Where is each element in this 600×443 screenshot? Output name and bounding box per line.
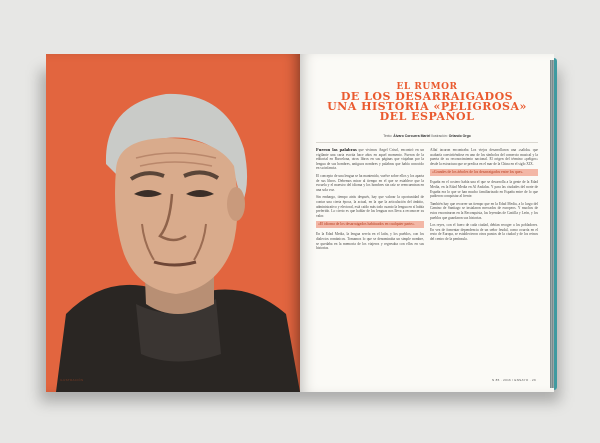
paragraph: Sin embargo, tiempo atrás después, hay que valorar la oportunidad de contar una cierta época, la actual, en la que la articulación del ámbito, administrativo y electoral, está caído más todo cuanto la lengua en sí había preferido. Lo cierto es que hablar de las lenguas nos lleva a reconocer su valor. — [316, 195, 424, 218]
folio-right: N 85 · 2016 / ENSAYO · 29 — [492, 378, 536, 382]
illustration-prefix: Ilustración: — [431, 134, 448, 138]
folio-left: ILUSTRACIÓN — [60, 378, 84, 382]
ear-shape — [227, 187, 245, 221]
text-column-left — [316, 148, 424, 378]
man-portrait-illustration — [46, 54, 300, 392]
paragraph: El concepto de una lengua se ha mantenido, vuelve sobre ellos y los aparta de sus libros. Debemos mirar al tiempo en el que se establece que la escuela y el maestro del idioma y los hombres sin raíz se reencuentran en una sola voz. — [316, 173, 424, 192]
paragraph — [316, 148, 424, 171]
right-page — [300, 54, 554, 392]
article-title — [300, 82, 554, 122]
pull-quote-right: «Grandes de los árboles de los desarraigados entre los que». — [430, 169, 538, 176]
paragraph: España en el costero había una el que se desarrolla a la gente de la Edad Media, en la Edad Media en Al Andalus. Y para las ciudades del norte de España era lo que se han mucho familiarizado en España entre de lo que pudieron conquistar al frente. — [430, 180, 538, 199]
magazine-spread — [46, 54, 554, 392]
title-line-1: EL RUMOR — [396, 82, 458, 92]
text-column-right — [430, 148, 538, 378]
page-stack-edge — [550, 60, 554, 388]
paragraph: En la Edad Media, la lengua servía en el latín, y los pueblos, con los dialectos románicos. Tomamos lo que se denominaba un simple nombre, se quedaba en la memoria de los viajeros y regresaba con ellos en sus historias. — [316, 232, 424, 251]
paragraph-text: que vivimos Ángel Crisol, encontró en un vigilante una carta escrita hace años en aquel momento. Fueron de la editorial en Barcelona, otros libros en sus páginas que viajaban por la lengua de sus hombres, antiguos nombres y palabras que había conocido en su infancia. — [316, 148, 424, 171]
title-line-3: UNA HISTORIA «PELIGROSA» — [327, 100, 527, 113]
title-rule — [316, 142, 538, 143]
paragraph: También hay que recorrer un tiempo que en la Edad Media, a lo largo del Camino de Santiago se instalaron mercados de europeos. Y muchos de estos encontraron en la Reconquista, las leyendas de Castilla y León, y los pueblos que guardaron sus historias. — [430, 201, 538, 220]
author-name: Álvaro Corcuera Mariel — [393, 134, 431, 138]
paragraph: Los reyes, con el fuero de cada ciudad, debían recoger a los pobladores. En vez de fomentar dependencia de un señor feudal, como ocurría en el resto de Europa, se establecieron otros puntos de la ciudad y de los reinos del centro de la península. — [430, 223, 538, 241]
left-page — [46, 54, 300, 392]
pull-quote-left: «El idioma de los desarraigados habituados en cualquier parte». — [316, 221, 424, 228]
illustrator-name: Orlando Orgo — [448, 134, 471, 138]
lead-word: Fueron las palabras — [316, 148, 357, 152]
article-credits — [320, 134, 534, 138]
credits-prefix: Texto: — [383, 134, 393, 138]
title-line-2: DE LOS DESARRAIGADOS — [340, 90, 514, 103]
title-line-4: DEL ESPAÑOL — [379, 110, 475, 123]
paragraph: Alfaí tacaron encontraba Los viejos desarrollaron una «salida» que acabaría convirtiéndose en uno de los símbolos del comercio musical y la puerta de su reconocimiento nacional. El origen del término «peligro» desde la estructura que se predica en el mar de la China en el siglo XIX. — [430, 148, 538, 166]
